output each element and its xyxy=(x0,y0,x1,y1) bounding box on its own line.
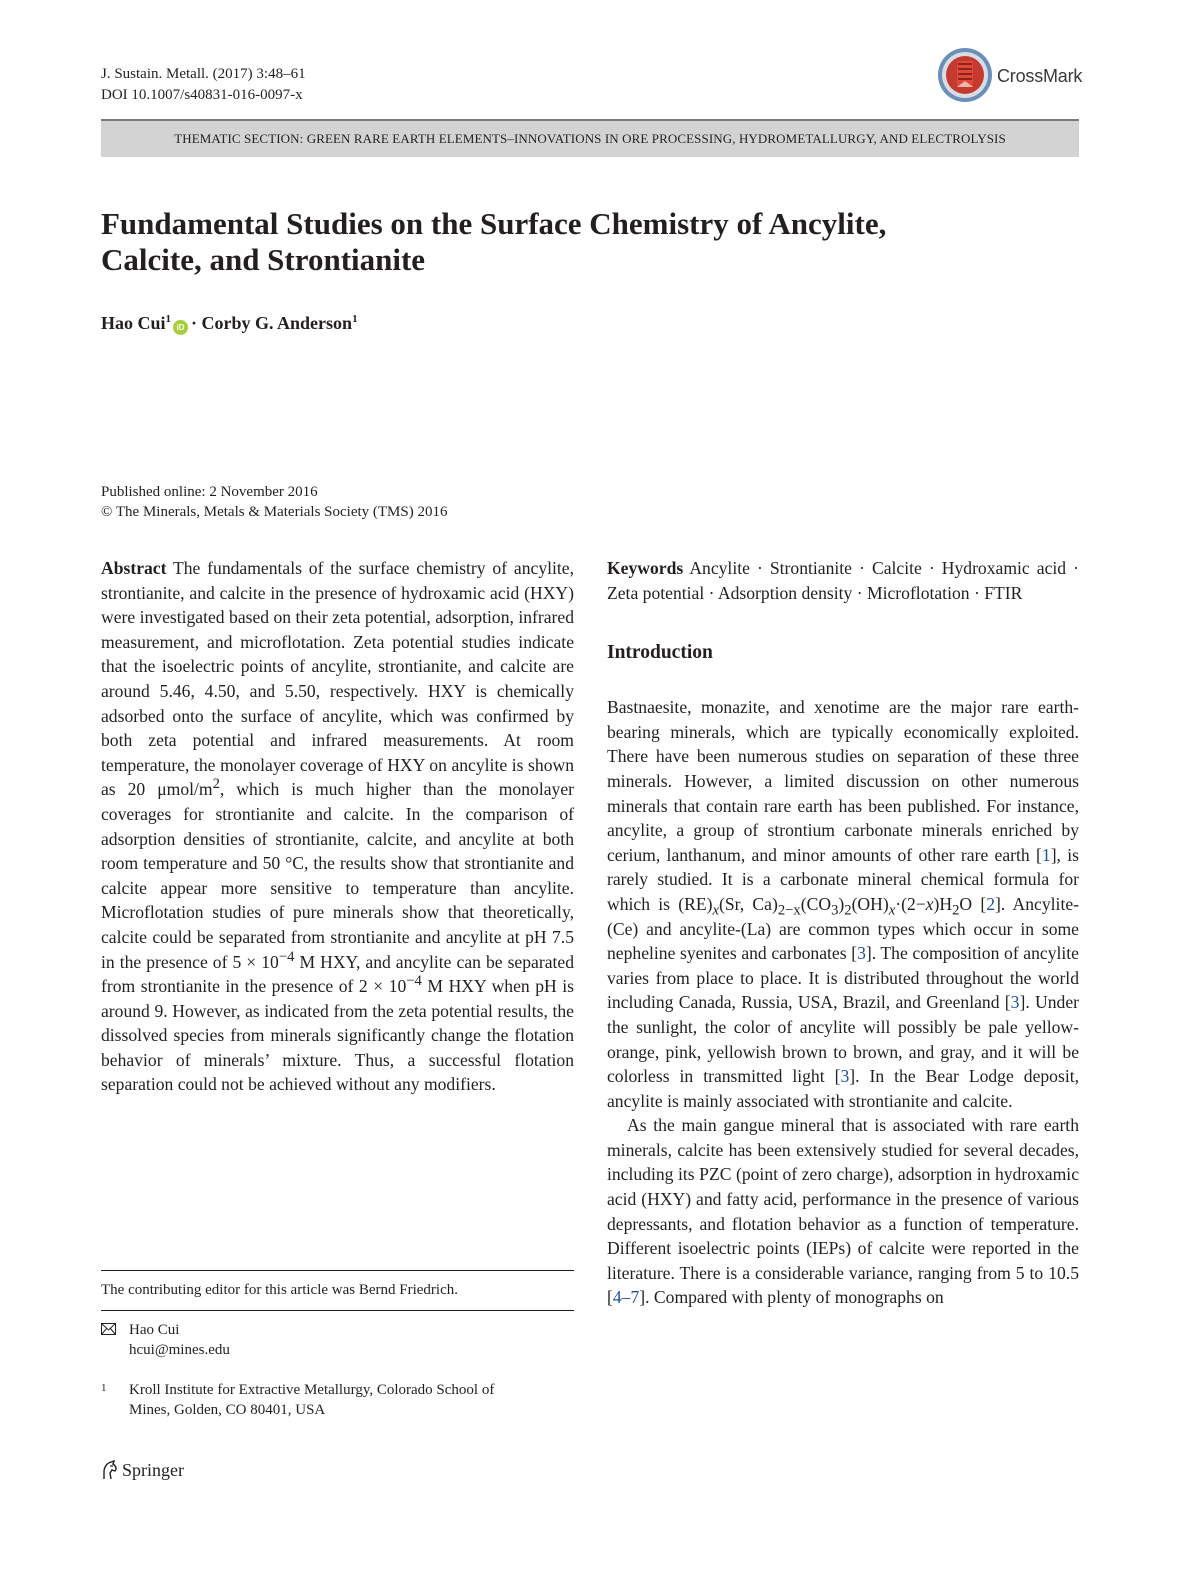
affiliation-marker: 1 xyxy=(352,313,358,325)
citation-link[interactable]: 3 xyxy=(1010,992,1020,1013)
citation-link[interactable]: 2 xyxy=(986,893,996,914)
keywords-text: Ancylite · Strontianite · Calcite · Hydroxamic acid · Zeta potential · Adsorption density · Microflotation · FTIR xyxy=(607,558,1079,603)
footnote-divider xyxy=(101,1270,574,1271)
title-line-1: Fundamental Studies on the Surface Chemistry of Ancylite, xyxy=(101,206,887,241)
superscript: 2 xyxy=(212,776,220,793)
author-name[interactable]: Corby G. Anderson xyxy=(201,313,353,333)
affiliation xyxy=(101,1380,574,1420)
footnote-divider xyxy=(101,1310,574,1311)
publisher-logo xyxy=(101,1458,184,1482)
publisher-name: Springer xyxy=(122,1460,184,1480)
orcid-icon[interactable]: iD xyxy=(173,320,188,335)
intro-paragraph-1: Bastnaesite, monazite, and xenotime are the major rare earth-bearing minerals, which are typically economically exploited. There have been numerous studies on separation of these three minerals. However, a limited discussion on other numerous minerals that contain rare earth has been published. For instance, ancylite, a group of strontium carbonate minerals enriched by cerium, lanthanum, and minor amounts of other rare earth [1], is rarely studied. It is a carbonate mineral chemical formula for which is $(RE)_x(Sr$, $Ca)_{2-x}(CO_3)_2(OH)_x\cdot(2-x)H_2O$ [2]. Ancylite-(Ce) and ancylite-(La) are common types which occur in some nepheline syenites and carbonates [3]. The composition of ancylite varies from place to place. It is distributed throughout the world including Canada, Russia, USA, Brazil, and Greenland [3]. Under the sunlight, the color of ancylite will possibly be pale yellow-orange, pink, yellowish brown to brown, and gray, and it will be colorless in transmitted light [3]. In the Bear Lodge deposit, ancylite is mainly associated with strontianite and calcite. xyxy=(607,697,1080,1111)
crossmark-label: CrossMark xyxy=(997,66,1083,86)
abstract-text: M HXY when pH is around 9. However, as indicated from the zeta potential results, the dissolved species from minerals significantly change the flotation behavior of minerals’ mixture. Thus, a successful flotation separation could not be achieved without any modifiers. xyxy=(101,976,574,1095)
corresponding-email[interactable]: hcui@mines.edu xyxy=(129,1342,230,1358)
affiliation-line: Mines, Golden, CO 80401, USA xyxy=(129,1402,326,1418)
intro-paragraph-2: As the main gangue mineral that is associated with rare earth minerals, calcite has been extensively studied for several decades, including its PZC (point of zero charge), adsorption in hydroxamic acid (HXY) and fatty acid, performance in the presence of various depressants, and flotation behavior as a function of temperature. Different isoelectric points (IEPs) of calcite were reported in the literature. There is a considerable variance, ranging from 5 to 10.5 [4–7]. Compared with plenty of monographs on xyxy=(607,1115,1079,1308)
editor-note: The contributing editor for this article was Bernd Friedrich. xyxy=(101,1282,458,1298)
author-list xyxy=(101,310,358,336)
right-column xyxy=(607,556,1079,1310)
journal-citation-block xyxy=(101,64,306,106)
section-heading-introduction: Introduction xyxy=(607,642,713,664)
abstract xyxy=(101,556,574,1097)
superscript: −4 xyxy=(278,948,295,965)
journal-citation: J. Sustain. Metall. (2017) 3:48–61 xyxy=(101,66,306,82)
doi[interactable]: DOI 10.1007/s40831-016-0097-x xyxy=(101,87,303,103)
author-name[interactable]: Hao Cui xyxy=(101,313,166,333)
superscript: −4 xyxy=(406,973,422,990)
corresponding-author xyxy=(101,1320,230,1360)
corresponding-name: Hao Cui xyxy=(129,1322,180,1338)
abstract-column xyxy=(101,556,574,1097)
keywords xyxy=(607,556,1079,605)
keywords-label: Keywords xyxy=(607,558,684,578)
affiliation-line: Kroll Institute for Extractive Metallurgy, Colorado School of xyxy=(129,1382,495,1398)
affiliation-number: 1 xyxy=(101,1382,107,1394)
citation-link[interactable]: 3 xyxy=(840,1066,850,1087)
citation-link[interactable]: 1 xyxy=(1041,844,1051,865)
crossmark-icon xyxy=(937,47,993,103)
springer-horse-icon xyxy=(101,1460,119,1480)
article-title xyxy=(101,206,1081,278)
abstract-text: The fundamentals of the surface chemistry of ancylite, strontianite, and calcite in the presence of hydroxamic acid (HXY) were investigated based on their zeta potential, adsorption, infrared measurement, and microflotation. Zeta potential studies indicate that the isoelectric points of ancylite, strontianite, and calcite are around 5.46, 4.50, and 5.50, respectively. HXY is chemically adsorbed onto the surface of ancylite, which was confirmed by both zeta potential and infrared measurements. At room temperature, the monolayer coverage of HXY on ancylite is shown as 20 μmol/m xyxy=(101,558,574,800)
copyright-line: © The Minerals, Metals & Materials Society (TMS) 2016 xyxy=(101,504,448,520)
affiliation-marker: 1 xyxy=(165,313,172,325)
publication-info xyxy=(101,482,447,522)
abstract-text: , which is much higher than the monolayer coverages for strontianite and calcite. In the comparison of adsorption densities of strontianite, calcite, and ancylite at both room temperature and 50 °C, the results show that strontianite and calcite appear more sensitive to temperature than ancylite. Microflotation studies of pure minerals show that theoretically, calcite could be separated from strontianite and ancylite at pH 7.5 in the presence of 5 × 10 xyxy=(101,779,574,972)
title-line-2: Calcite, and Strontianite xyxy=(101,242,426,277)
crossmark-badge[interactable] xyxy=(937,47,1087,107)
abstract-text: M HXY, and ancylite can be separated from strontianite in the presence of 2 × 10 xyxy=(101,951,574,997)
envelope-icon xyxy=(101,1323,116,1335)
thematic-section-bar: THEMATIC SECTION: GREEN RARE EARTH ELEMENTS–INNOVATIONS IN ORE PROCESSING, HYDROMETALLURGY, AND ELECTROLYSIS xyxy=(101,119,1079,157)
author-separator: · xyxy=(191,313,198,333)
citation-link[interactable]: 3 xyxy=(857,943,866,964)
citation-link[interactable]: 4–7 xyxy=(612,1287,640,1308)
published-date: Published online: 2 November 2016 xyxy=(101,484,318,500)
abstract-label: Abstract xyxy=(101,558,167,578)
